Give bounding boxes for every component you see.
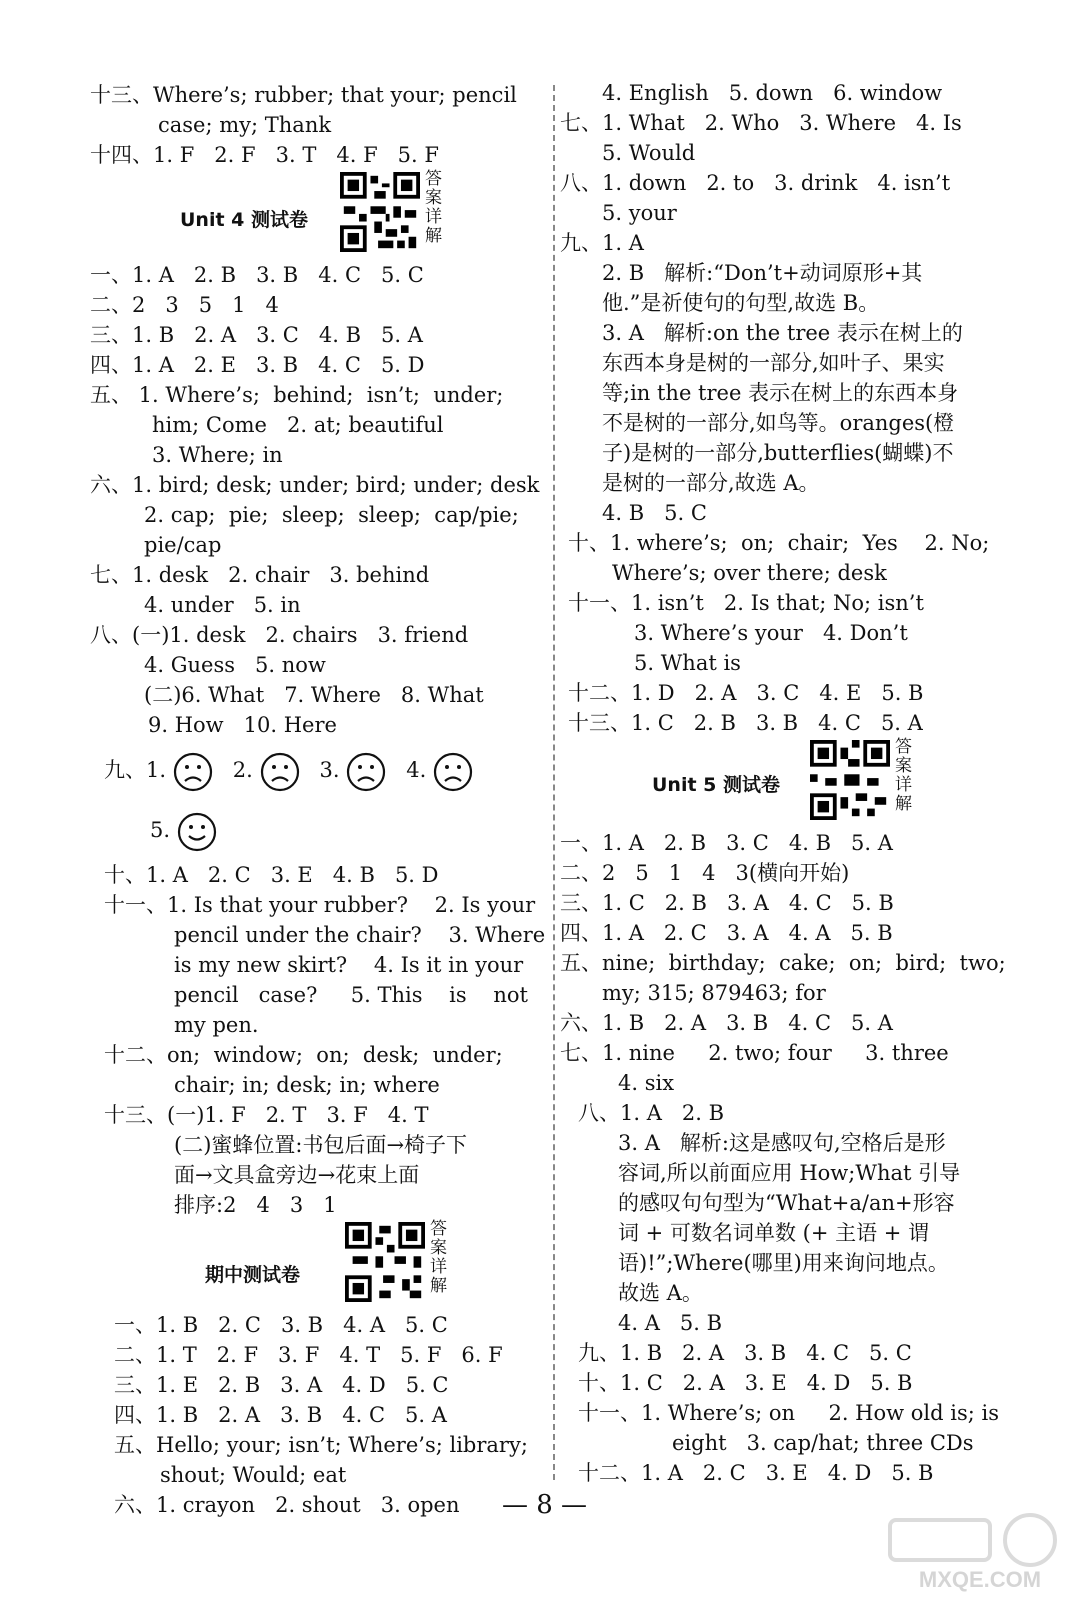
faces-row [90, 800, 550, 860]
answer-line: 9. How 10. Here [148, 713, 337, 737]
sad-face-icon [433, 752, 473, 792]
answer-line: case; my; Thank [158, 113, 332, 137]
left-column [90, 80, 550, 1520]
answer-line: is my new skirt? 4. Is it in your [174, 953, 524, 977]
unit5-heading [560, 738, 1010, 828]
answer-line: 六、1. bird; desk; under; bird; under; desk [90, 473, 540, 497]
answer-line: Where’s; over there; desk [612, 561, 887, 585]
qr-caption: 答案详解 [425, 169, 442, 246]
answer-line: 八、(一)1. desk 2. chairs 3. friend [90, 623, 469, 647]
answer-line: 十二、1. A 2. C 3. E 4. D 5. B [578, 1461, 934, 1485]
column-divider [553, 85, 555, 1480]
answer-line: (二)蜜蜂位置:书包后面→椅子下 [174, 1133, 468, 1157]
answer-line: 十四、1. F 2. F 3. T 4. F 5. F [90, 143, 439, 167]
answer-line: 二、2 5 1 4 3(横向开始) [560, 861, 850, 885]
section-title: Unit 5 测试卷 [652, 774, 780, 796]
answer-line: my; 315; 879463; for [602, 981, 826, 1005]
answer-line: 3. A 解析:这是感叹句,空格后是形 [618, 1131, 946, 1155]
answer-line: eight 3. cap/hat; three CDs [672, 1431, 974, 1455]
sad-face-icon [346, 752, 386, 792]
answer-line: 3. Where; in [152, 443, 283, 467]
watermark-text: MXQE.COM [918, 1567, 1042, 1592]
answer-line: 十二、on; window; on; desk; under; [104, 1043, 503, 1067]
answer-line: 排序:2 4 3 1 [174, 1193, 337, 1217]
answer-line: 4. six [618, 1071, 675, 1095]
answer-line: 3. Where’s your 4. Don’t [634, 621, 908, 645]
answer-line: 5. your [602, 201, 677, 225]
answer-line: 三、1. E 2. B 3. A 4. D 5. C [114, 1373, 449, 1397]
answer-line: pencil case? 5. This is not [174, 983, 528, 1007]
answer-line: 六、1. B 2. A 3. B 4. C 5. A [560, 1011, 893, 1035]
answer-line: chair; in; desk; in; where [174, 1073, 440, 1097]
answer-line: 六、1. crayon 2. shout 3. open [114, 1493, 460, 1517]
face-label: 4. [406, 758, 427, 782]
qr-code-icon[interactable] [345, 1222, 425, 1302]
qr-caption: 答案详解 [895, 737, 912, 814]
midterm-heading [90, 1220, 550, 1310]
answer-line: 二、1. T 2. F 3. F 4. T 5. F 6. F [114, 1343, 503, 1367]
answer-line: 4. Guess 5. now [144, 653, 326, 677]
answer-line: 三、1. B 2. A 3. C 4. B 5. A [90, 323, 423, 347]
answer-line: 九、1. A [560, 231, 644, 255]
answer-line: 十一、1. isn’t 2. Is that; No; isn’t [568, 591, 924, 615]
answer-line: 一、1. A 2. B 3. C 4. B 5. A [560, 831, 893, 855]
answer-line: 五、Hello; your; isn’t; Where’s; library; [114, 1433, 528, 1457]
qr-caption: 答案详解 [430, 1219, 447, 1296]
answer-line: 十一、1. Is that your rubber? 2. Is your [104, 893, 536, 917]
answer-line: 十三、(一)1. F 2. T 3. F 4. T [104, 1103, 429, 1127]
answer-line: 二、2 3 5 1 4 [90, 293, 279, 317]
watermark-logo [880, 1505, 1080, 1595]
answer-line: 十、1. where’s; on; chair; Yes 2. No; [568, 531, 990, 555]
answer-line: 4. English 5. down 6. window [602, 81, 943, 105]
answer-line: 十一、1. Where’s; on 2. How old is; is [578, 1401, 999, 1425]
answer-line: 3. A 解析:on the tree 表示在树上的 [602, 321, 963, 345]
answer-line: 的感叹句句型为“What+a/an+形容 [618, 1191, 955, 1215]
answer-line: 2. cap; pie; sleep; sleep; cap/pie; [144, 503, 519, 527]
section-title: 期中测试卷 [205, 1264, 301, 1286]
answer-line: 十二、1. D 2. A 3. C 4. E 5. B [568, 681, 924, 705]
answer-line: 五、nine; birthday; cake; on; bird; two; [560, 951, 1006, 975]
answer-line: him; Come 2. at; beautiful [152, 413, 444, 437]
answer-line: 三、1. C 2. B 3. A 4. C 5. B [560, 891, 894, 915]
answer-line: 语)!”;Where(哪里)用来询问地点。 [618, 1251, 949, 1275]
face-label: 3. [319, 758, 340, 782]
answer-line: 面→文具盒旁边→花束上面 [174, 1163, 420, 1187]
section-title: Unit 4 测试卷 [180, 209, 308, 231]
answer-line: 5. Would [602, 141, 696, 165]
answer-line: 十、1. C 2. A 3. E 4. D 5. B [578, 1371, 913, 1395]
answer-line: 故选 A。 [618, 1281, 703, 1305]
qr-code-icon[interactable] [810, 740, 890, 820]
answer-line: 十三、1. C 2. B 3. B 4. C 5. A [568, 711, 923, 735]
face-label: 5. [150, 818, 171, 842]
answer-line: (二)6. What 7. Where 8. What [144, 683, 484, 707]
answer-line: 九、1. B 2. A 3. B 4. C 5. C [578, 1341, 912, 1365]
answer-line: shout; Would; eat [160, 1463, 347, 1487]
page-number: — 8 — [501, 1490, 588, 1520]
face-label: 1. [146, 758, 167, 782]
answer-line: 等;in the tree 表示在树上的东西本身 [602, 381, 959, 405]
answer-line: 四、1. A 2. E 3. B 4. C 5. D [90, 353, 425, 377]
face-label: 2. [232, 758, 253, 782]
answer-line: 八、1. down 2. to 3. drink 4. isn’t [560, 171, 951, 195]
answer-line: 一、1. A 2. B 3. B 4. C 5. C [90, 263, 424, 287]
answer-line: 东西本身是树的一部分,如叶子、果实 [602, 351, 945, 375]
answer-line: 七、1. nine 2. two; four 3. three [560, 1041, 949, 1065]
answer-line: 十三、Where’s; rubber; that your; pencil [90, 83, 517, 107]
unit4-heading [90, 170, 550, 260]
qr-code-icon[interactable] [340, 172, 420, 252]
answer-line: 4. under 5. in [144, 593, 301, 617]
answer-line: 他.”是祈使句的句型,故选 B。 [602, 291, 880, 315]
answer-line: pencil under the chair? 3. Where [174, 923, 546, 947]
answer-line: 不是树的一部分,如鸟等。oranges(橙 [602, 411, 955, 435]
answer-line: 五、 1. Where’s; behind; isn’t; under; [90, 383, 504, 407]
answer-line: 七、1. What 2. Who 3. Where 4. Is [560, 111, 962, 135]
answer-line: 四、1. A 2. C 3. A 4. A 5. B [560, 921, 893, 945]
happy-face-icon [177, 812, 217, 852]
sad-face-icon [173, 752, 213, 792]
answer-line: pie/cap [144, 533, 222, 557]
answer-line: 四、1. B 2. A 3. B 4. C 5. A [114, 1403, 447, 1427]
answer-line: 是树的一部分,故选 A。 [602, 471, 820, 495]
answer-line: my pen. [174, 1013, 259, 1037]
answer-line: 4. A 5. B [618, 1311, 723, 1335]
right-column [560, 78, 1010, 1488]
answer-line: 5. What is [634, 651, 741, 675]
faces-row [90, 740, 550, 800]
answer-line: 4. B 5. C [602, 501, 707, 525]
answer-line: 2. B 解析:“Don’t+动词原形+其 [602, 261, 923, 285]
sad-face-icon [260, 752, 300, 792]
answer-line: 一、1. B 2. C 3. B 4. A 5. C [114, 1313, 448, 1337]
answer-line: 词 + 可数名词单数 (+ 主语 + 谓 [618, 1221, 930, 1245]
answer-line: 子)是树的一部分,butterflies(蝴蝶)不 [602, 441, 954, 465]
answer-line: 八、1. A 2. B [578, 1101, 725, 1125]
answer-line: 十、1. A 2. C 3. E 4. B 5. D [104, 863, 439, 887]
question-number: 九、 [104, 758, 146, 782]
answer-line: 容词,所以前面应用 How;What 引导 [618, 1161, 961, 1185]
answer-line: 七、1. desk 2. chair 3. behind [90, 563, 430, 587]
